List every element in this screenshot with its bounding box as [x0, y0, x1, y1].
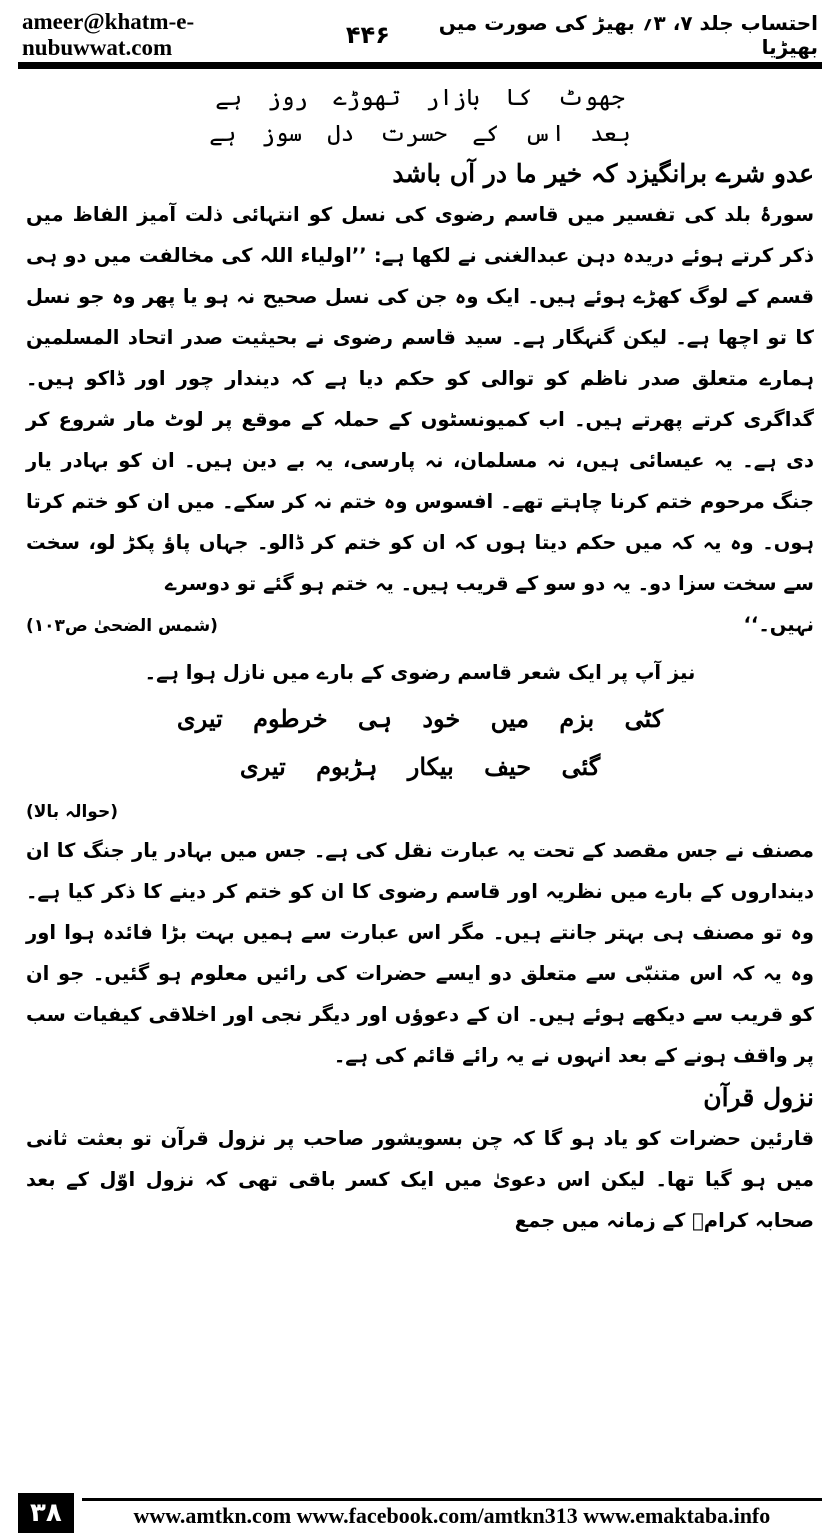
couplet-line-2: گئی حیف بیکار ہڑبوم تیری	[239, 752, 601, 781]
paragraph-3: مصنف نے جس مقصد کے تحت یہ عبارت نقل کی ہے۔ جس میں بہادر یار جنگ کا ان دینداروں کے بارے میں نظریہ اور قاسم رضوی کا ان کو ختم کر دینے کا ذکر کیا ہے۔ وہ تو مصنف ہی بہتر جانتے ہیں۔ مگر اس عبارت سے ہمیں بہت بڑا فائدہ ہوا اور وہ یہ کہ اس متنبّی سے متعلق دو ایسے حضرات کی رائیں معلوم ہو گئیں۔ جو ان کو قریب سے دیکھے ہوئے ہیں۔ ان کے دعوؤں اور دیگر نجی اور اخلاقی کیفیات سب پر واقف ہونے کے بعد انہوں نے یہ رائے قائم کی ہے۔	[26, 839, 814, 1067]
page-body	[26, 80, 814, 1480]
page-header	[22, 10, 818, 60]
couplet-line-1: کٹی بزم میں خود ہی خرطوم تیری	[176, 704, 664, 733]
section-heading-1: عدو شرے برانگیزد کہ خیر ما در آں باشد	[392, 159, 814, 188]
paragraph-4: قارئین حضرات کو یاد ہو گا کہ چن بسویشور صاحب پر نزول قرآن تو بعثت ثانی میں ہو گیا تھا۔ لیکن اس دعویٰ میں ایک کسر باقی تھی کہ نزول اوّل کے بعد صحابہ کرامؓ کے زمانہ میں جمع	[26, 1127, 814, 1232]
reference-2: (حوالہ بالا)	[26, 802, 118, 822]
header-email: ameer@khatm-e-nubuwwat.com	[22, 9, 195, 60]
verse-line-2: بعد اس کے حسرت دل سوز ہے	[209, 121, 631, 147]
page-footer	[18, 1492, 822, 1534]
paragraph-1: سورۂ بلد کی تفسیر میں قاسم رضوی کی نسل کو انتہائی ذلت آمیز الفاظ میں ذکر کرتے ہوئے دریدہ دہن عبدالغنی نے لکھا ہے: ’’اولیاء اللہ کی مخالفت میں دو ہی قسم کے لوگ کھڑے ہوئے ہیں۔ ایک وہ جن کی نسل صحیح نہ ہو یا پھر وہ جو نسل کا تو اچھا ہے۔ لیکن گنہگار ہے۔ سید قاسم رضوی نے بحیثیت صدر اتحاد المسلمین ہمارے متعلق صدر ناظم کو توالی کو حکم دیا ہے کہ دیندار چور اور ڈاکو ہیں۔ گداگری کرتے پھرتے ہیں۔ اب کمیونسٹوں کے حملہ کے موقع پر لوٹ مار شروع کر دی ہے۔ یہ عیسائی ہیں، نہ مسلمان، نہ پارسی، یہ بے دین ہیں۔ ان کو بہادر یار جنگ مرحوم ختم کرنا چاہتے تھے۔ افسوس وہ ختم نہ کر سکے۔ میں ان کو ختم کرتا ہوں۔ وہ یہ کہ میں حکم دیتا ہوں کہ ان کو ختم کر ڈالو۔ جہاں پاؤ پکڑ لو، سخت سے سخت سزا دو۔ یہ دو سو کے قریب ہیں۔ یہ ختم ہو گئے تو دوسرے	[26, 203, 814, 595]
section-heading-2: نزول قرآن	[703, 1083, 814, 1112]
header-title: احتساب جلد ۷، ۳؍ بھیڑ کی صورت میں بھیڑیا	[438, 11, 818, 59]
paragraph-2: نیز آپ پر ایک شعر قاسم رضوی کے بارے میں نازل ہوا ہے۔	[144, 661, 696, 684]
reference-1: (شمس الضحیٰ ص۱۰۳)	[26, 616, 218, 636]
header-rule	[18, 62, 822, 69]
quote-end-row	[26, 604, 814, 645]
paragraph-1-end: نہیں۔‘‘	[743, 613, 814, 636]
footer-links: www.amtkn.com www.facebook.com/amtkn313 www.emaktaba.info	[82, 1498, 822, 1529]
header-page-number: ۴۴۶	[345, 21, 390, 49]
verse-line-1: جھوٹ کا بازار تھوڑے روز ہے	[215, 85, 625, 111]
header-left	[22, 9, 390, 61]
footer-page-number: ۳۸	[18, 1493, 74, 1533]
